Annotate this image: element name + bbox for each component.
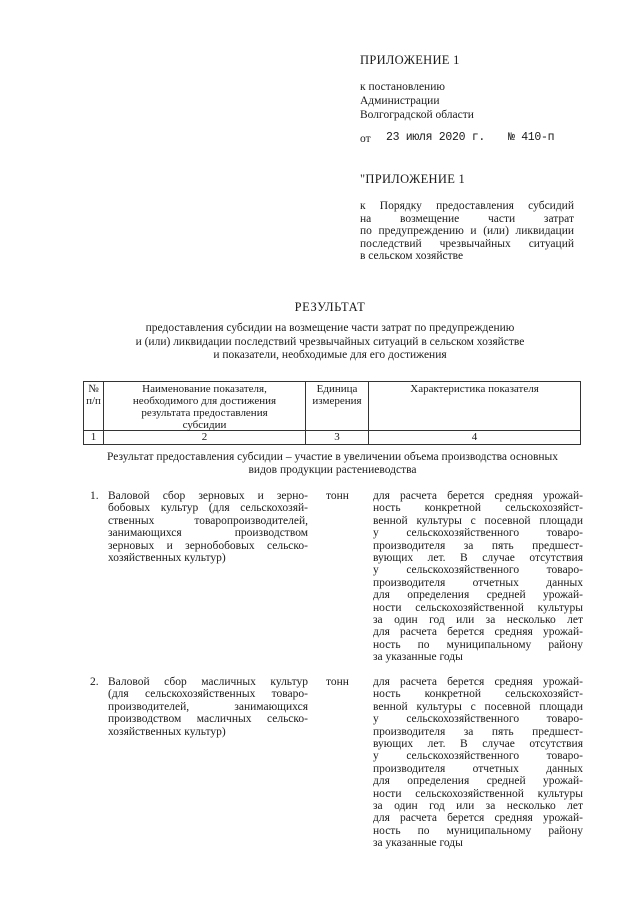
column-number-2: 2 xyxy=(201,431,208,443)
header-cell-num xyxy=(84,383,103,407)
row-1-name-line: бобовых культур (для сельскохозяй- xyxy=(108,502,308,515)
row-1-name-line: Валовой сбор зерновых и зерно- xyxy=(108,490,308,502)
resolution-line-3: Волгоградской области xyxy=(360,109,474,121)
row-2-unit: тонн xyxy=(326,676,349,688)
row-1-name-line: хозяйственных культур) xyxy=(108,552,226,565)
header-text: п/п xyxy=(86,395,101,407)
appendix-ref-line-1: к Порядку предоставления субсидий xyxy=(360,200,574,212)
row-number: 1. xyxy=(90,490,99,502)
column-number-4: 4 xyxy=(471,431,478,443)
row-2-desc-line: ности сельскохозяйственной культуры xyxy=(373,787,583,800)
row-1-desc-line: производителя отчетных данных xyxy=(373,576,583,589)
document-heading: РЕЗУЛЬТАТ xyxy=(294,300,366,314)
date-value: 23 июля 2020 г. xyxy=(386,131,486,144)
subtitle-line-3: и показатели, необходимые для его достижения xyxy=(213,349,447,361)
row-2-desc-line: у сельскохозяйственного товаро- xyxy=(373,713,583,726)
row-2-desc-line: ность по муниципальному району xyxy=(373,824,583,837)
header-text: Наименование показателя, xyxy=(142,383,267,395)
row-1-desc-line: вующих лет. В случае отсутствия xyxy=(373,552,583,565)
row-2-desc-line: вующих лет. В случае отсутствия xyxy=(373,738,583,751)
row-number: 2. xyxy=(90,676,99,688)
row-2-name-line: Валовой сбор масличных культур xyxy=(108,676,308,688)
appendix-ref-line-5: в сельском хозяйстве xyxy=(360,250,464,263)
row-2-name-line: хозяйственных культур) xyxy=(108,725,226,738)
row-1-desc-line: ности сельскохозяйственной культуры xyxy=(373,601,583,614)
table-border-bottom xyxy=(83,444,581,445)
row-1-name xyxy=(108,490,308,564)
section-heading-line-1: Результат предоставления субсидии – участие в увеличении объема производства основных xyxy=(106,451,559,463)
appendix-title: ПРИЛОЖЕНИЕ 1 xyxy=(360,53,460,67)
column-number-3: 3 xyxy=(334,431,340,443)
row-1-desc-line: производителя за пять предшест- xyxy=(373,539,583,552)
appendix-ref-line-3: по предупреждению и (или) ликвидации xyxy=(360,225,574,238)
row-2-desc-line: за указанные годы xyxy=(373,837,463,850)
header-text: результата предоставления xyxy=(141,407,268,419)
row-1-desc-line: ность конкретной сельскохозяйст- xyxy=(373,502,583,515)
resolution-line-2: Администрации xyxy=(360,95,440,107)
header-cell-unit xyxy=(306,383,368,407)
resolution-number: № 410-п xyxy=(508,131,555,144)
header-text: Характеристика показателя xyxy=(410,383,539,395)
row-2-desc-line: ность конкретной сельскохозяйст- xyxy=(373,688,583,701)
resolution-line-1: к постановлению xyxy=(360,81,445,93)
row-1-desc-line: ность по муниципальному району xyxy=(373,638,583,651)
date-prefix: от xyxy=(360,133,371,145)
appendix-ref-line-4: последствий чрезвычайных ситуаций xyxy=(360,237,574,250)
section-heading-line-2: видов продукции растениеводства xyxy=(248,464,417,476)
column-number-1: 1 xyxy=(90,431,97,443)
row-2-name xyxy=(108,676,308,738)
row-1-name-line: ственных товаропроизводителей, xyxy=(108,514,308,527)
subtitle-line-2: и (или) ликвидации последствий чрезвычайных ситуаций в сельском хозяйстве xyxy=(135,335,525,348)
row-2-desc-line: у сельскохозяйственного товаро- xyxy=(373,750,583,763)
header-cell-name xyxy=(104,383,305,431)
row-1-desc-line: за указанные годы xyxy=(373,651,463,664)
header-text: субсидии xyxy=(182,419,227,431)
header-text: № xyxy=(88,383,99,395)
row-1-desc-line: за один год или за несколько лет xyxy=(373,614,583,627)
row-1-desc-line: для расчета берется средняя урожай- xyxy=(373,626,583,639)
row-1-name-line: занимающихся производством xyxy=(108,527,308,540)
section-heading xyxy=(80,451,585,477)
row-2-name-line: (для сельскохозяйственных товаро- xyxy=(108,688,308,701)
row-2-desc-line: производителя за пять предшест- xyxy=(373,725,583,738)
row-2-description xyxy=(373,676,583,850)
table-border-right xyxy=(580,381,581,445)
subtitle-line-1: предоставления субсидии на возмещение части затрат по предупреждению xyxy=(145,322,515,334)
appendix-reference xyxy=(360,200,574,263)
row-1-description xyxy=(373,490,583,664)
row-1-unit: тонн xyxy=(326,490,349,502)
header-text: Единица xyxy=(316,383,358,395)
header-text: необходимого для достижения xyxy=(132,395,277,407)
appendix-title-2: "ПРИЛОЖЕНИЕ 1 xyxy=(360,172,466,186)
header-cell-characteristic xyxy=(369,383,580,395)
row-1-desc-line: венной культуры с посевной площади xyxy=(373,514,583,527)
row-2-desc-line: для определения средней урожай- xyxy=(373,775,583,788)
row-1-desc-line: у сельскохозяйственного товаро- xyxy=(373,527,583,540)
table-border-top xyxy=(83,381,581,382)
table-header xyxy=(83,381,581,445)
appendix-ref-line-2: на возмещение части затрат xyxy=(360,212,574,225)
row-2-name-line: производителей, занимающихся xyxy=(108,700,308,713)
row-1-name-line: зерновых и зернобобовых сельско- xyxy=(108,539,308,552)
row-2-name-line: производством масличных сельско- xyxy=(108,713,308,726)
document-subtitle xyxy=(0,322,640,363)
row-2-desc-line: для расчета берется средняя урожай- xyxy=(373,812,583,825)
row-1-desc-line: у сельскохозяйственного товаро- xyxy=(373,564,583,577)
row-2-desc-line: за один год или за несколько лет xyxy=(373,800,583,813)
row-1-desc-line: для определения средней урожай- xyxy=(373,589,583,602)
row-1-desc-line: для расчета берется средняя урожай- xyxy=(373,490,583,502)
row-2-desc-line: производителя отчетных данных xyxy=(373,762,583,775)
header-text: измерения xyxy=(312,395,362,407)
row-2-desc-line: венной культуры с посевной площади xyxy=(373,700,583,713)
row-2-desc-line: для расчета берется средняя урожай- xyxy=(373,676,583,688)
